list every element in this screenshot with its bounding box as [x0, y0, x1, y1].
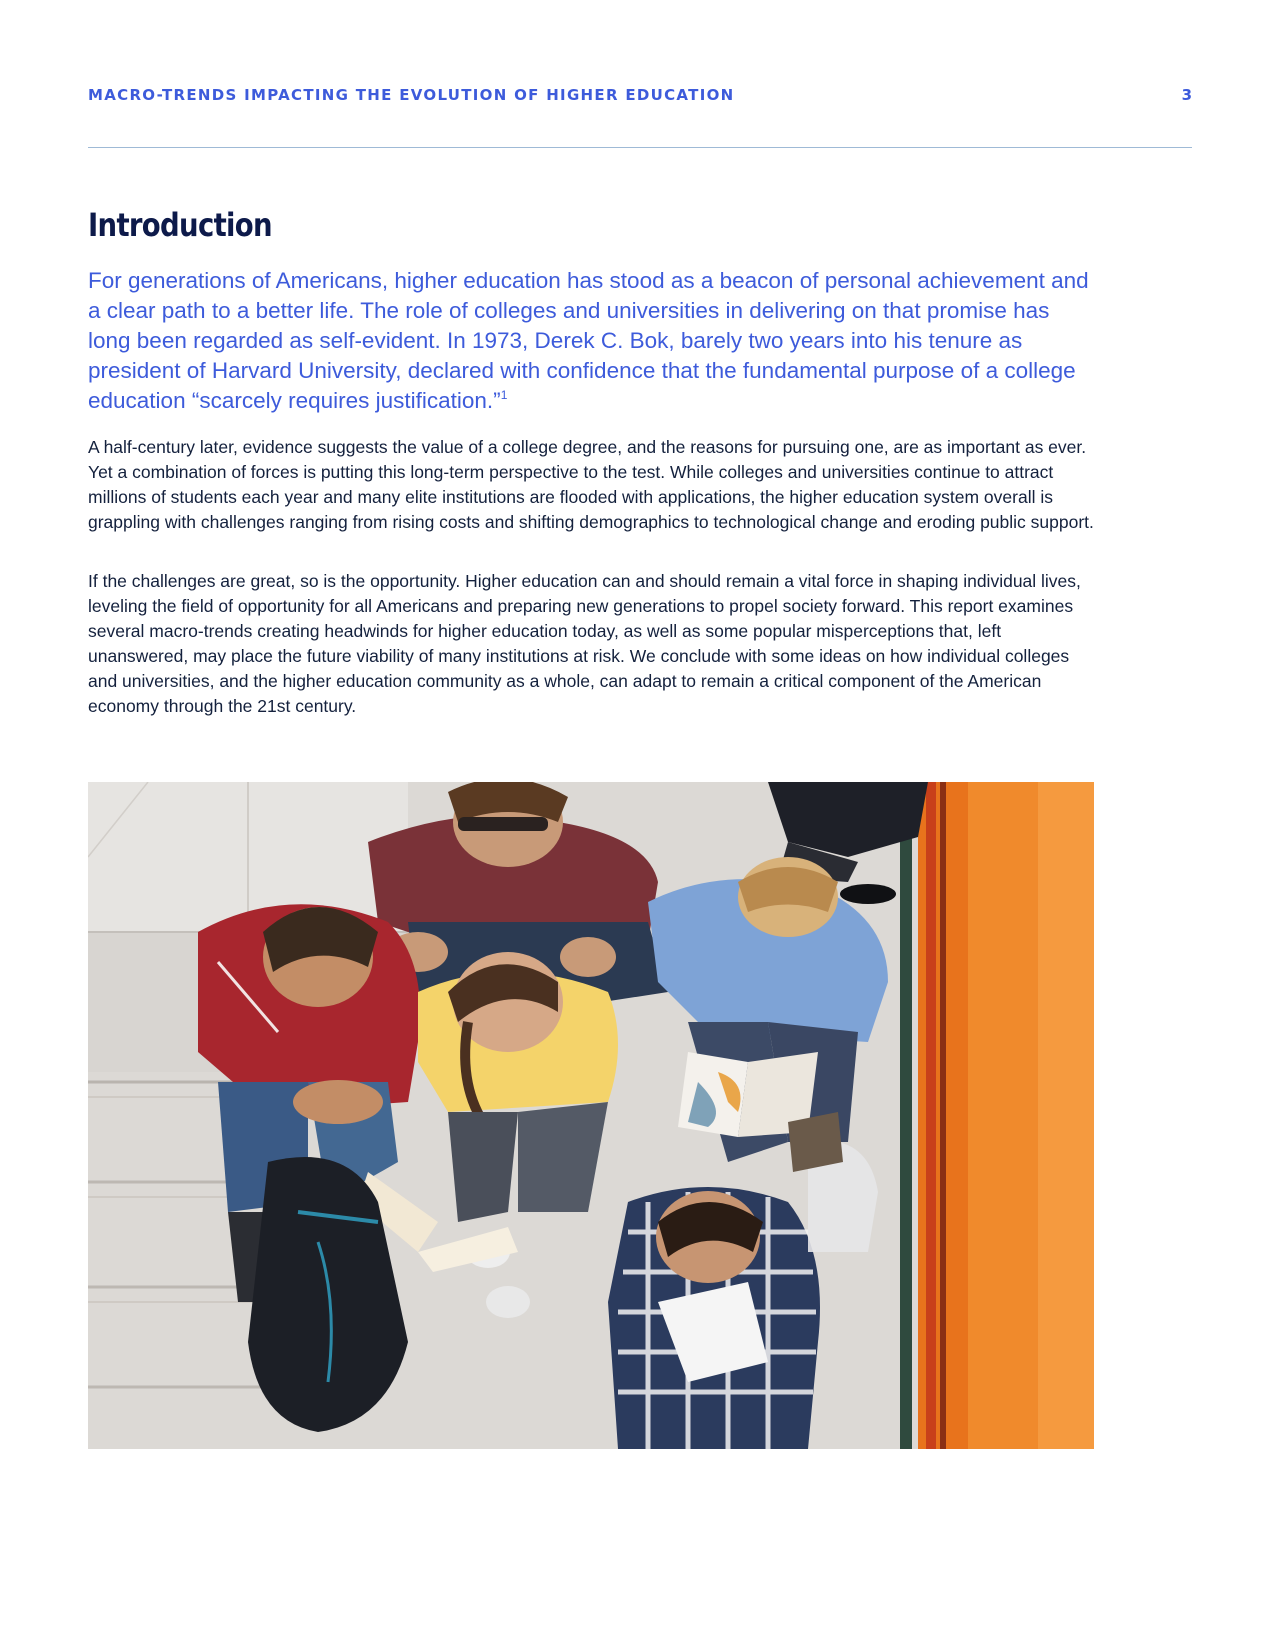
students-photo: [88, 782, 1094, 1449]
page-number: 3: [1181, 86, 1192, 104]
body-paragraph-2: If the challenges are great, so is the opportunity. Higher education can and should remain a vital force in shaping individual lives, leveling the field of opportunity for all Americans and preparing new generations to propel society forward. This report examines several macro-trends creating headwinds for higher education today, as well as some popular misperceptions that, left unanswered, may place the future viability of many institutions at risk. We conclude with some ideas on how individual colleges and universities, and the higher education community as a whole, can adapt to remain a critical component of the American economy through the 21st century.: [88, 571, 1081, 716]
page-header: [88, 86, 1192, 108]
header-divider: [88, 147, 1192, 148]
body-paragraph-1: A half-century later, evidence suggests the value of a college degree, and the reasons for pursuing one, are as important as ever. Yet a combination of forces is putting this long-term perspective to the test. While colleges and universities continue to attract millions of students each year and many elite institutions are flooded with applications, the higher education system overall is grappling with challenges ranging from rising costs and shifting demographics to technological change and eroding public support.: [88, 437, 1094, 532]
footnote-ref[interactable]: 1: [500, 388, 508, 402]
running-header-title: MACRO-TRENDS IMPACTING THE EVOLUTION OF HIGHER EDUCATION: [88, 86, 735, 104]
lead-text: For generations of Americans, higher education has stood as a beacon of personal achievement and a clear path to a better life. The role of colleges and universities in delivering on that promise has long been regarded as self-evident. In 1973, Derek C. Bok, barely two years into his tenure as president of Harvard University, declared with confidence that the fundamental purpose of a college education “scarcely requires justification.”: [88, 268, 1089, 413]
section-title: Introduction: [88, 206, 272, 244]
lead-paragraph: [88, 266, 1098, 416]
